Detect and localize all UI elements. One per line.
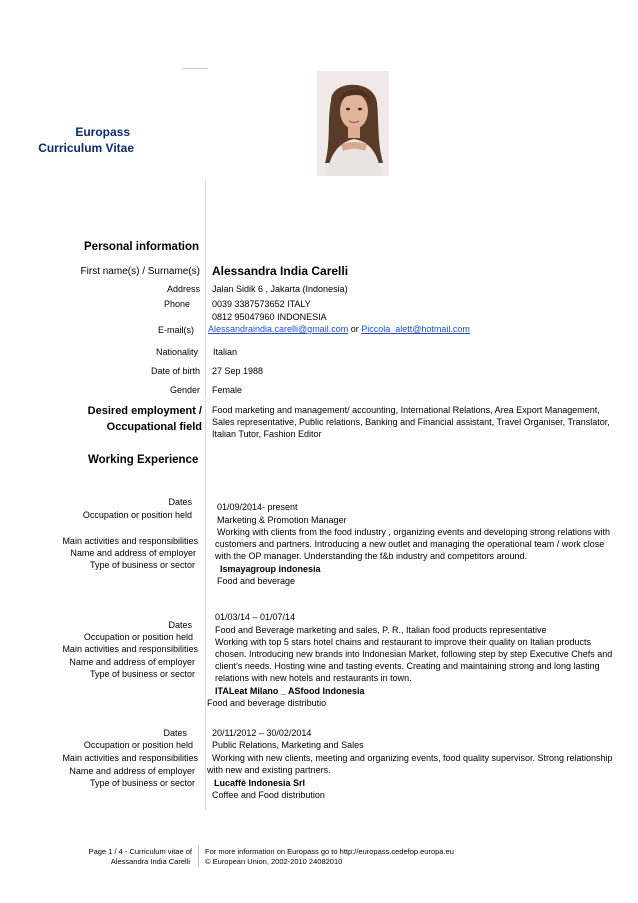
job1-position: Marketing & Promotion Manager xyxy=(217,515,347,525)
job3-occupation-label: Occupation or position held xyxy=(83,740,193,750)
desired-line-3: Italian Tutor, Fashion Editor xyxy=(212,429,322,439)
profile-photo xyxy=(317,71,389,176)
gender-value: Female xyxy=(212,385,243,395)
desired-employment-label: Desired employment / xyxy=(87,405,202,417)
desired-line-2: Sales representative, Public relations, Banking and Financial assistant, Travel Organiser, Translator, xyxy=(212,417,610,427)
job3-business-label: Type of business or sector xyxy=(89,778,195,788)
phone-value-1: 0039 3387573652 ITALY xyxy=(212,299,311,309)
job1-occupation-label: Occupation or position held xyxy=(82,510,192,520)
phone-value-2: 0812 95047960 INDONESIA xyxy=(212,312,327,322)
job1-desc-3: with the OP manager. Understanding the f&b industry and competitors around. xyxy=(215,551,528,561)
job3-position: Public Relations, Marketing and Sales xyxy=(212,740,364,750)
personal-info-heading: Personal information xyxy=(84,241,200,253)
working-experience-heading: Working Experience xyxy=(88,454,199,466)
address-value: Jalan Sidik 6 , Jakarta (Indonesia) xyxy=(212,284,348,294)
job1-desc-2: customers and partners. Introducing a new outlet and managing the operational team / work close xyxy=(215,539,605,549)
nationality-value: Italian xyxy=(213,347,238,357)
desired-line-1: Food marketing and management/ accounting, International Relations, Area Export Management, xyxy=(212,405,600,415)
dob-label: Date of birth xyxy=(150,366,200,376)
job1-activities-label: Main activities and responsibilities xyxy=(62,536,198,546)
job3-activities-label: Main activities and responsibilities xyxy=(62,753,198,763)
gender-label: Gender xyxy=(169,385,200,395)
job1-business-label: Type of business or sector xyxy=(89,560,195,570)
job3-dates: 20/11/2012 – 30/02/2014 xyxy=(212,728,312,738)
full-name: Alessandra India Carelli xyxy=(212,264,349,278)
column-divider xyxy=(205,180,206,398)
footer-europass-info: For more information on Europass go to http://europass.cedefop.europa.eu xyxy=(205,847,454,856)
job1-desc-1: Working with clients from the food industry , organizing events and developing strong relations with xyxy=(217,527,611,537)
job3-dates-label: Dates xyxy=(163,728,187,738)
job2-employer-label: Name and address of employer xyxy=(69,657,195,667)
job2-business: Food and beverage distributio xyxy=(207,698,327,708)
job2-occupation-label: Occupation or position held xyxy=(83,632,193,642)
email-label: E-mail(s) xyxy=(158,325,194,335)
job1-dates-label: Dates xyxy=(168,497,192,507)
job1-employer: Ismayagroup indonesia xyxy=(220,564,321,574)
job3-employer: Lucaffè Indonesia Srl xyxy=(214,778,306,788)
footer-author: Alessandra India Carelli xyxy=(110,857,190,866)
job2-position: Food and Beverage marketing and sales, P. R., Italian food products representative xyxy=(215,625,547,635)
top-rule xyxy=(182,68,208,69)
footer-divider xyxy=(198,845,199,867)
email-link-1[interactable]: Alessandraindia.carelli@gmail.com xyxy=(208,324,349,334)
email-value xyxy=(208,323,470,335)
nationality-label: Nationality xyxy=(155,347,198,357)
column-divider xyxy=(205,400,206,810)
footer-page-info: Page 1 / 4 - Curriculum vitae of xyxy=(88,847,192,856)
job1-employer-label: Name and address of employer xyxy=(70,548,196,558)
job3-business: Coffee and Food distribution xyxy=(212,790,325,800)
job3-desc-1: Working with new clients, meeting and organizing events, food quality supervisor. Strong relationship xyxy=(212,753,613,763)
job2-desc-4: relations with new hotels and restaurants in town. xyxy=(215,673,412,683)
footer-copyright: © European Union, 2002-2010 24082010 xyxy=(205,857,343,866)
job1-business: Food and beverage xyxy=(217,576,296,586)
occupational-field-label: Occupational field xyxy=(106,421,202,433)
job2-desc-1: Working with top 5 stars hotel chains and restaurant to improve their quality on Italian products xyxy=(215,637,592,647)
address-label: Address xyxy=(166,284,200,294)
phone-label: Phone xyxy=(163,299,190,309)
dob-value: 27 Sep 1988 xyxy=(212,366,264,376)
job2-dates: 01/03/14 – 01/07/14 xyxy=(215,612,296,622)
job2-dates-label: Dates xyxy=(168,620,192,630)
europass-title: Europass xyxy=(75,125,130,139)
email-or: or xyxy=(348,324,362,334)
cv-title: Curriculum Vitae xyxy=(38,141,134,155)
name-label: First name(s) / Surname(s) xyxy=(80,266,200,277)
job2-activities-label: Main activities and responsibilities xyxy=(62,644,198,654)
job3-employer-label: Name and address of employer xyxy=(69,766,195,776)
job1-dates: 01/09/2014- present xyxy=(217,502,298,512)
job2-business-label: Type of business or sector xyxy=(89,669,195,679)
job2-desc-3: client’s needs. Hosting wine and tasting events. Creating and maintaining strong and long lasting xyxy=(215,661,600,671)
job2-desc-2: chosen. Introducing new brands into Indonesian Market, following step by step Executive Chefs and xyxy=(215,649,613,659)
job3-desc-2: with new and existing partners. xyxy=(207,765,331,775)
email-link-2[interactable]: Piccola_alett@hotmail.com xyxy=(361,324,470,334)
job2-employer: ITALeat Milano _ ASfood Indonesia xyxy=(215,686,365,696)
